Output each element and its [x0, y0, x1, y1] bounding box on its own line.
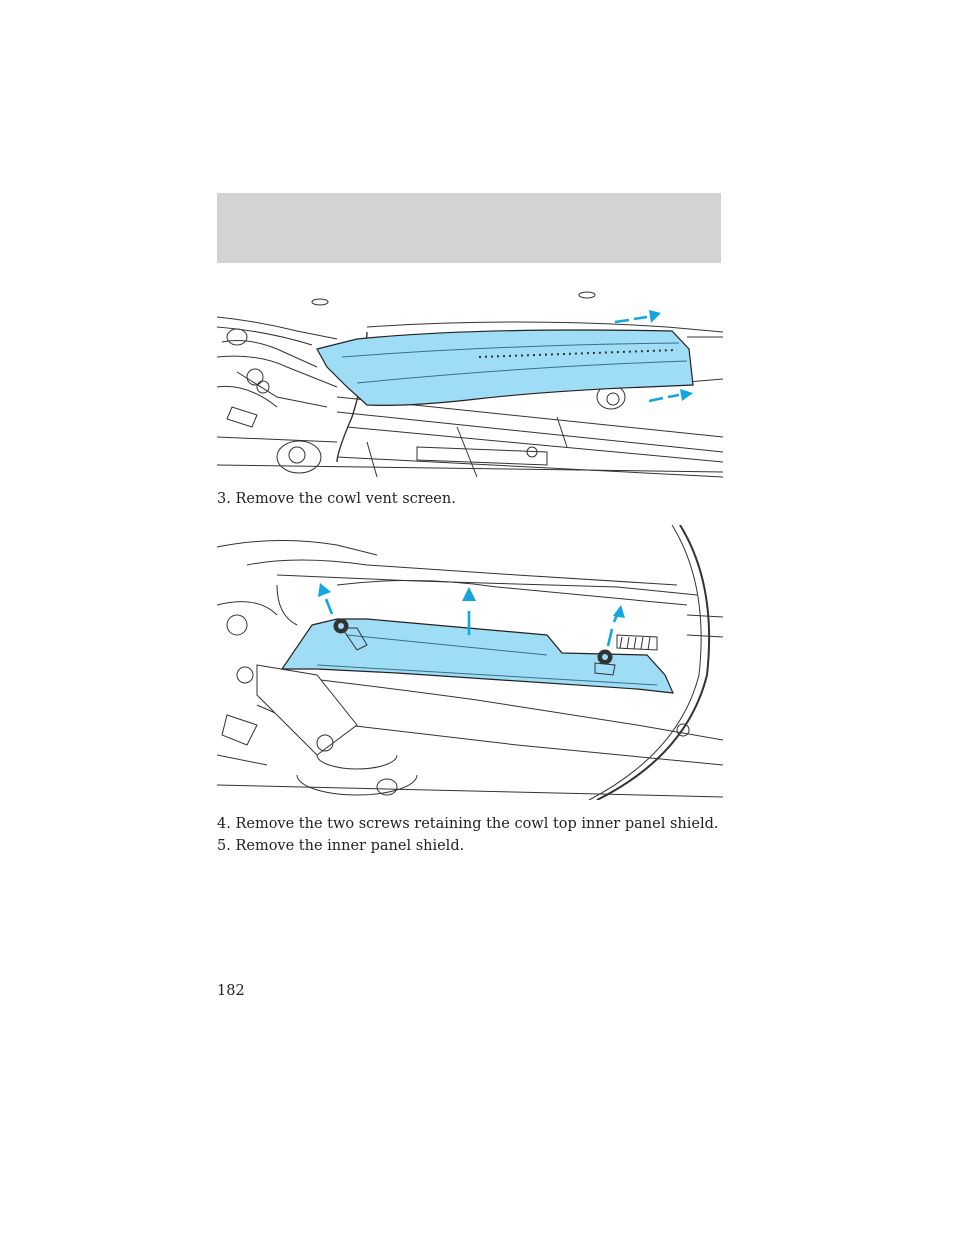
inner-panel-shield-illustration: [217, 525, 723, 800]
section-header-band: [217, 193, 721, 263]
cowl-vent-screen-illustration: [217, 287, 723, 479]
step-4-text: 4. Remove the two screws retaining the cowl top inner panel shield.: [217, 816, 719, 832]
step-3-text: 3. Remove the cowl vent screen.: [217, 491, 456, 507]
step-5-text: 5. Remove the inner panel shield.: [217, 838, 465, 854]
page-number: 182: [217, 983, 245, 999]
